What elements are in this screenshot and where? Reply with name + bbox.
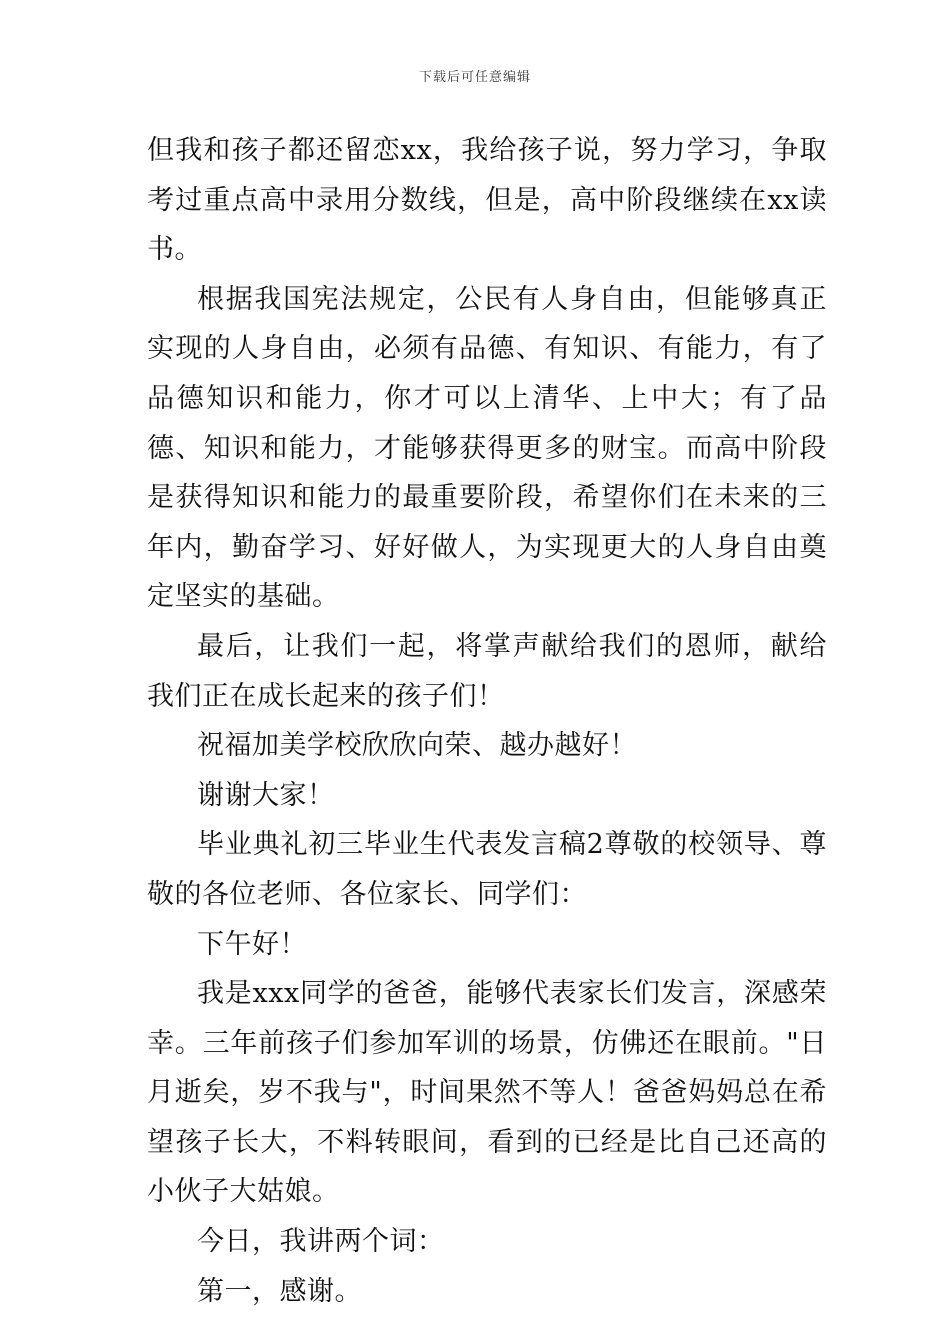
- paragraph: 我是xxx同学的爸爸，能够代表家长们发言，深感荣幸。三年前孩子们参加军训的场景，仿佛还在眼前。"日月逝矣，岁不我与"，时间果然不等人！爸爸妈妈总在希望孩子长大，不料转眼间，看到的已经是比自己还高的小伙子大姑娘。: [147, 978, 827, 1208]
- paragraph: 祝福加美学校欣欣向荣、越办越好！: [197, 730, 637, 762]
- paragraph: 下午好！: [197, 928, 307, 960]
- document-body: [147, 126, 827, 1316]
- paragraph: 但我和孩子都还留恋xx，我给孩子说，努力学习，争取考过重点高中录用分数线，但是，高中阶段继续在xx读书。: [147, 135, 827, 266]
- page-header: 下载后可任意编辑: [418, 70, 531, 85]
- paragraph: 根据我国宪法规定，公民有人身自由，但能够真正实现的人身自由，必须有品德、有知识、有能力，有了品德知识和能力，你才可以上清华、上中大；有了品德、知识和能力，才能够获得更多的财宝。而高中阶段是获得知识和能力的最重要阶段，希望你们在未来的三年内，勤奋学习、好好做人，为实现更大的人身自由奠定坚实的基础。: [147, 283, 827, 613]
- paragraph: 今日，我讲两个词：: [197, 1226, 445, 1258]
- paragraph: 毕业典礼初三毕业生代表发言稿2尊敬的校领导、尊敬的各位老师、各位家长、同学们：: [147, 829, 827, 910]
- paragraph: 最后，让我们一起，将掌声献给我们的恩师，献给我们正在成长起来的孩子们！: [147, 630, 827, 712]
- paragraph: 第一，感谢。: [197, 1275, 362, 1307]
- paragraph: 谢谢大家！: [197, 779, 335, 811]
